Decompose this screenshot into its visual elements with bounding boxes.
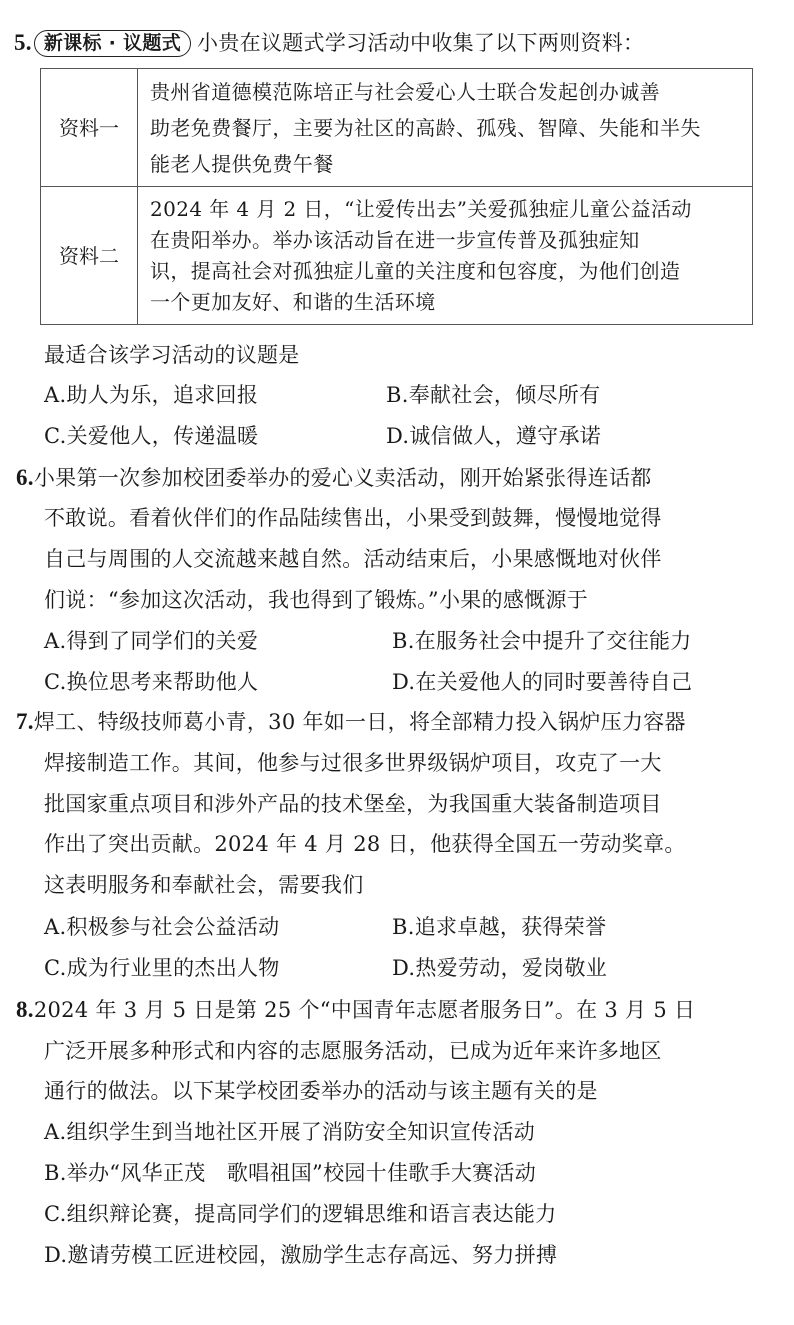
q7-stem-line: 焊工、特级技师葛小青，30 年如一日，将全部精力投入锅炉压力容器	[33, 710, 686, 734]
material-1-line: 助老免费餐厅，主要为社区的高龄、孤残、智障、失能和半失	[150, 115, 701, 140]
q8-option-b[interactable]: B.举办“风华正茂 歌唱祖国”校园十佳歌手大赛活动	[44, 1161, 537, 1185]
q7-stem-line: 这表明服务和奉献社会，需要我们	[44, 873, 364, 897]
q6-stem-line: 自己与周围的人交流越来越自然。活动结束后，小果感慨地对伙伴	[44, 547, 662, 571]
material-1-line: 贵州省道德模范陈培正与社会爱心人士联合发起创办诚善	[150, 79, 660, 104]
q5-materials-table	[40, 68, 753, 325]
q7-stem-line: 焊接制造工作。其间，他参与过很多世界级锅炉项目，攻克了一大	[44, 751, 662, 775]
q8-number: 8.	[16, 997, 34, 1022]
q6-option-d[interactable]: D.在关爱他人的同时要善待自己	[392, 670, 693, 694]
material-2-line: 在贵阳举办。举办该活动旨在进一步宣传普及孤独症知	[150, 227, 640, 252]
q7-stem-line: 作出了突出贡献。2024 年 4 月 28 日，他获得全国五一劳动奖章。	[44, 832, 686, 856]
q7-option-d[interactable]: D.热爱劳动，爱岗敬业	[392, 956, 608, 980]
q5-option-d[interactable]: D.诚信做人，遵守承诺	[386, 424, 602, 448]
q8-option-d[interactable]: D.邀请劳模工匠进校园，激励学生志存高远、努力拼搏	[44, 1243, 558, 1267]
q7-stem-line: 批国家重点项目和涉外产品的技术堡垒，为我国重大装备制造项目	[44, 792, 662, 816]
material-row-2	[41, 187, 753, 325]
q7-option-b[interactable]: B.追求卓越，获得荣誉	[392, 915, 607, 939]
q7-line-1	[16, 707, 686, 737]
q8-stem-line: 2024 年 3 月 5 日是第 25 个“中国青年志愿者服务日”。在 3 月 5 日	[33, 998, 696, 1022]
material-row-1	[41, 69, 753, 187]
material-body-2	[138, 187, 753, 325]
material-2-line: 2024 年 4 月 2 日，“让爱传出去”关爱孤独症儿童公益活动	[150, 196, 692, 221]
q6-stem-line: 不敢说。看着伙伴们的作品陆续售出，小果受到鼓舞，慢慢地觉得	[44, 506, 662, 530]
q5-option-a[interactable]: A.助人为乐，追求回报	[44, 383, 259, 407]
q6-option-b[interactable]: B.在服务社会中提升了交往能力	[392, 629, 692, 653]
q5-question: 最适合该学习活动的议题是	[44, 343, 300, 367]
q8-stem-line: 通行的做法。以下某学校团委举办的活动与该主题有关的是	[44, 1079, 598, 1103]
q8-line-1	[16, 995, 695, 1025]
material-2-line: 一个更加友好、和谐的生活环境	[150, 289, 436, 314]
material-2-line: 识，提高社会对孤独症儿童的关注度和包容度，为他们创造	[150, 258, 681, 283]
q8-option-a[interactable]: A.组织学生到当地社区开展了消防安全知识宣传活动	[44, 1120, 536, 1144]
q8-stem-line: 广泛开展多种形式和内容的志愿服务活动，已成为近年来许多地区	[44, 1039, 662, 1063]
q6-stem-line: 小果第一次参加校团委举办的爱心义卖活动，刚开始紧张得连话都	[33, 466, 652, 490]
q7-option-a[interactable]: A.积极参与社会公益活动	[44, 915, 280, 939]
q6-option-a[interactable]: A.得到了同学们的关爱	[44, 629, 259, 653]
material-body-1	[138, 69, 753, 187]
q5-header	[14, 28, 644, 58]
q7-option-c[interactable]: C.成为行业里的杰出人物	[44, 956, 280, 980]
q5-option-b[interactable]: B.奉献社会，倾尽所有	[386, 383, 601, 407]
q6-stem-line: 们说：“参加这次活动，我也得到了锻炼。”小果的感慨源于	[44, 588, 589, 612]
q6-number: 6.	[16, 465, 34, 490]
q6-line-1	[16, 463, 652, 493]
q5-number: 5.	[14, 30, 32, 55]
q5-stem: 小贵在议题式学习活动中收集了以下两则资料：	[197, 31, 645, 55]
q5-option-c[interactable]: C.关爱他人，传递温暖	[44, 424, 259, 448]
q6-option-c[interactable]: C.换位思考来帮助他人	[44, 670, 259, 694]
q8-option-c[interactable]: C.组织辩论赛，提高同学们的逻辑思维和语言表达能力	[44, 1202, 557, 1226]
material-label-1: 资料一	[41, 69, 138, 187]
q5-tag-badge: 新课标 · 议题式	[34, 30, 191, 57]
q7-number: 7.	[16, 709, 34, 734]
material-1-line: 能老人提供免费午餐	[150, 151, 334, 176]
material-label-2: 资料二	[41, 187, 138, 325]
